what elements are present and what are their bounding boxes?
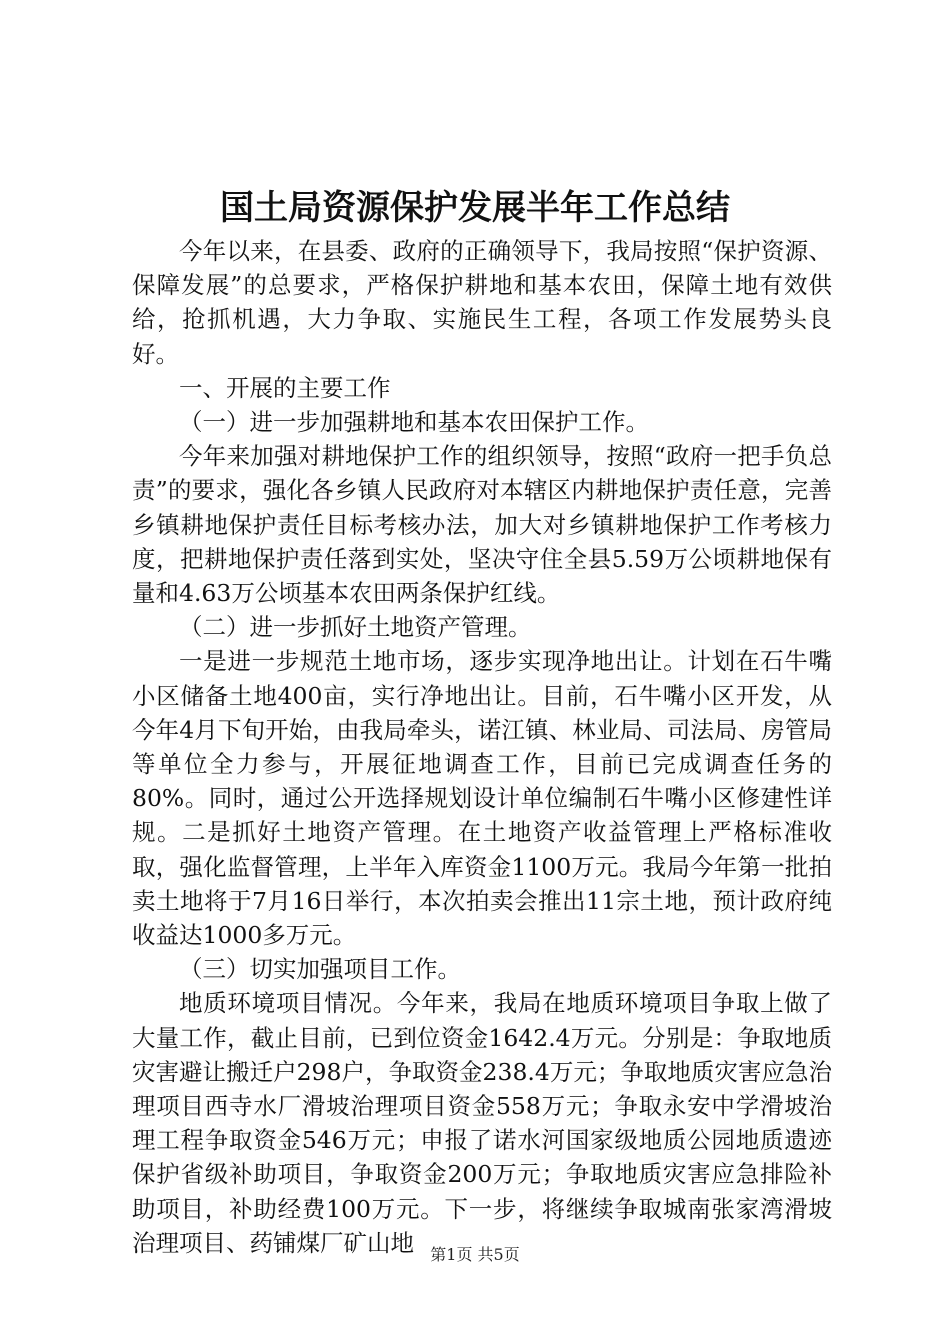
document-body <box>132 234 832 1260</box>
paragraph-intro: 今年以来，在县委、政府的正确领导下，我局按照“保护资源、保障发展”的总要求，严格保护耕地和基本农田，保障土地有效供给，抢抓机遇，大力争取、实施民生工程，各项工作发展势头良好。 <box>132 237 832 368</box>
paragraph-projects: 地质环境项目情况。今年来，我局在地质环境项目争取上做了大量工作，截止目前，已到位资金1642.4万元。分别是：争取地质灾害避让搬迁户298户，争取资金238.4万元；争取地质灾害应急治理项目西寺水厂滑坡治理项目资金558万元；争取永安中学滑坡治理工程争取资金546万元；申报了诺水河国家级地质公园地质遗迹保护省级补助项目，争取资金200万元；争取地质灾害应急排险补助项目，补助经费100万元。下一步，将继续争取城南张家湾滑坡治理项目、药铺煤厂矿山地 <box>132 989 832 1257</box>
subsection-heading-land-assets: （二）进一步抓好土地资产管理。 <box>179 613 532 642</box>
page-number-footer: 第1页 共5页 <box>430 1245 520 1264</box>
paragraph-land-assets: 一是进一步规范土地市场，逐步实现净地出让。计划在石牛嘴小区储备土地400亩，实行净地出让。目前，石牛嘴小区开发，从今年4月下旬开始，由我局牵头，诺江镇、林业局、司法局、房管局等单位全力参与，开展征地调查工作，目前已完成调查任务的80%。同时，通过公开选择规划设计单位编制石牛嘴小区修建性详规。二是抓好土地资产管理。在土地资产收益管理上严格标准收取，强化监督管理，上半年入库资金1100万元。我局今年第一批拍卖土地将于7月16日举行，本次拍卖会推出11宗土地，预计政府纯收益达1000多万元。 <box>132 647 832 950</box>
paragraph-farmland: 今年来加强对耕地保护工作的组织领导，按照“政府一把手负总责”的要求，强化各乡镇人民政府对本辖区内耕地保护责任意，完善乡镇耕地保护责任目标考核办法，加大对乡镇耕地保护工作考核力度，把耕地保护责任落到实处，坚决守住全县5.59万公顷耕地保有量和4.63万公顷基本农田两条保护红线。 <box>132 442 832 608</box>
subsection-heading-projects: （三）切实加强项目工作。 <box>179 955 461 984</box>
document-title: 国土局资源保护发展半年工作总结 <box>220 188 730 228</box>
subsection-heading-farmland: （一）进一步加强耕地和基本农田保护工作。 <box>179 408 649 437</box>
section-heading-main-work: 一、开展的主要工作 <box>179 373 391 402</box>
